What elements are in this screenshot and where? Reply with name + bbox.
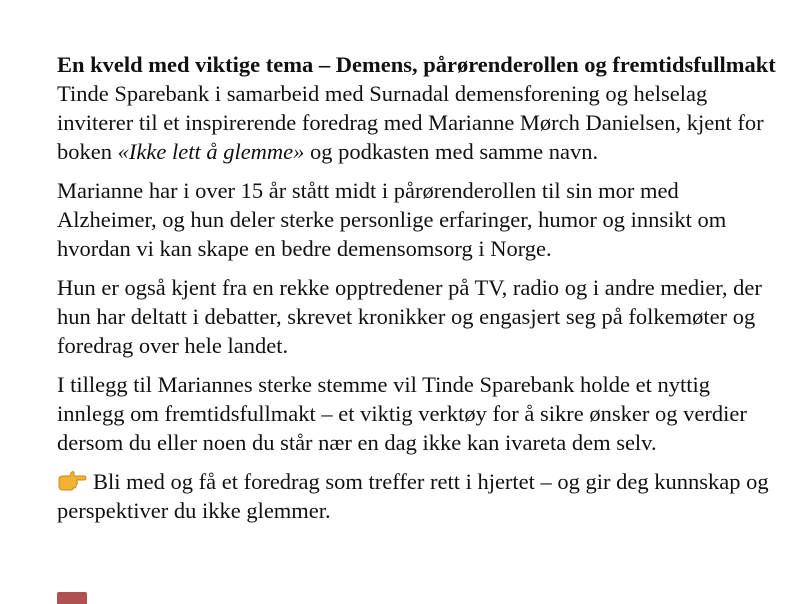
article-heading: En kveld med viktige tema – Demens, pårørenderollen og fremtidsfullmakt xyxy=(57,52,776,77)
calendar-icon xyxy=(57,592,87,604)
paragraph-pårørende: Marianne har i over 15 år stått midt i pårørenderollen til sin mor med Alzheimer, og hun deler sterke personlige erfaringer, humor og innsikt om hvordan vi kan skape en bedre demensomsorg i Norge. xyxy=(57,178,727,261)
intro-paragraph xyxy=(57,79,777,166)
article-body xyxy=(57,50,777,535)
intro-text-end: og podkasten med samme navn. xyxy=(304,139,599,164)
cta-text: Bli med og få et foredrag som treffer rett i hjertet – og gir deg kunnskap og perspektiver du ikke glemmer. xyxy=(57,469,769,523)
call-to-action xyxy=(57,467,777,525)
intro-text: Tinde Sparebank i samarbeid med Surnadal demensforening og helselag inviterer til et inspirerende foredrag med Marianne Mørch Danielsen, kjent for boken xyxy=(57,81,764,164)
paragraph-media: Hun er også kjent fra en rekke opptredener på TV, radio og i andre medier, der hun har deltatt i debatter, skrevet kronikker og engasjert seg på folkemøter og foredrag over hele landet. xyxy=(57,275,762,358)
paragraph-fremtidsfullmakt: I tillegg til Mariannes sterke stemme vil Tinde Sparebank holde et nyttig innlegg om fremtidsfullmakt – et viktig verktøy for å sikre ønsker og verdier dersom du eller noen du står nær en dag ikke kan ivareta dem selv. xyxy=(57,372,747,455)
book-title: «Ikke lett å glemme» xyxy=(117,139,305,164)
pointing-hand-icon xyxy=(57,470,87,492)
